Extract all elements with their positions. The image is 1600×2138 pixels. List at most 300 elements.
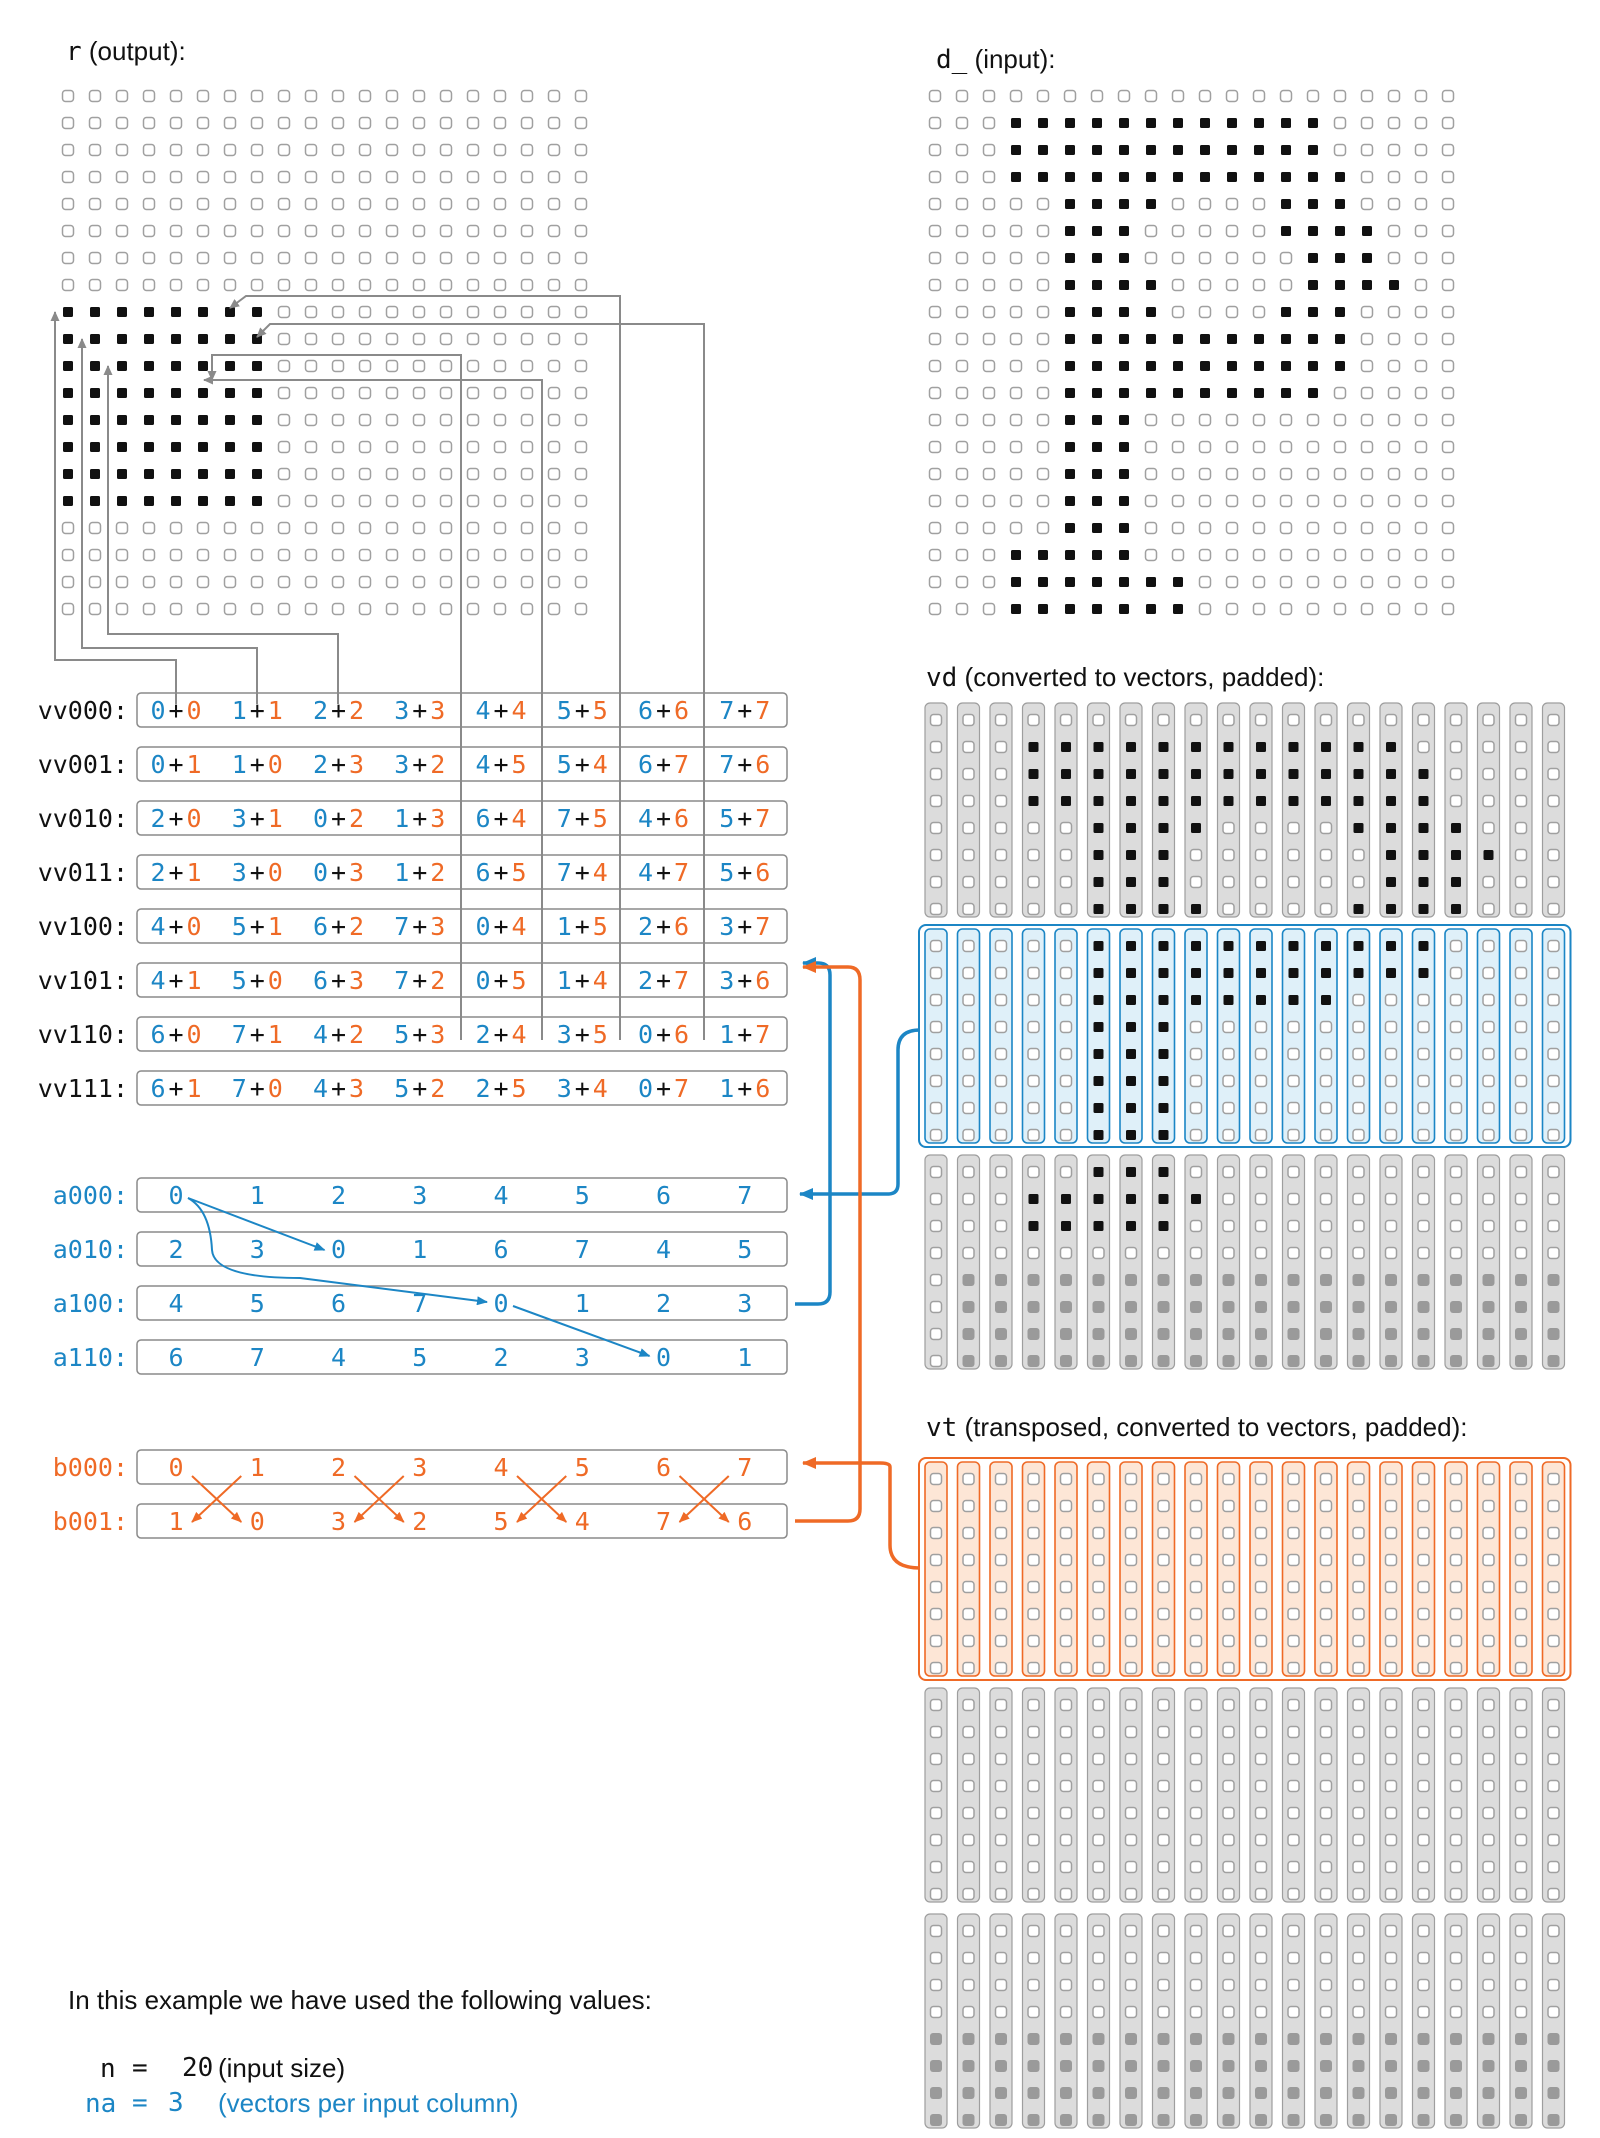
- padding-cell: [1255, 1328, 1267, 1340]
- d-name: d_: [936, 45, 968, 75]
- empty-cell: [1516, 1781, 1527, 1792]
- padding-cell: [1028, 2060, 1040, 2072]
- empty-cell: [1223, 1781, 1234, 1792]
- empty-cell: [1483, 995, 1494, 1006]
- empty-cell: [576, 442, 587, 453]
- blue-arrow-to-vv101: [795, 963, 830, 1304]
- filled-cell: [1094, 796, 1104, 806]
- empty-cell: [522, 442, 533, 453]
- empty-cell: [1173, 523, 1184, 534]
- empty-cell: [360, 523, 371, 534]
- empty-cell: [996, 1781, 1007, 1792]
- b-value: 1: [249, 1453, 265, 1482]
- filled-cell: [1224, 968, 1234, 978]
- empty-cell: [144, 172, 155, 183]
- padding-cell: [1450, 1274, 1462, 1286]
- filled-cell: [1092, 226, 1102, 236]
- empty-cell: [1288, 1582, 1299, 1593]
- empty-cell: [1516, 1221, 1527, 1232]
- empty-cell: [1516, 1862, 1527, 1873]
- empty-cell: [931, 823, 942, 834]
- empty-cell: [1061, 1808, 1072, 1819]
- vv-b-value: 4: [511, 912, 527, 941]
- empty-cell: [549, 442, 560, 453]
- b-row-label: b001:: [52, 1507, 128, 1536]
- empty-cell: [1191, 1808, 1202, 1819]
- empty-cell: [996, 1754, 1007, 1765]
- empty-cell: [1451, 1022, 1462, 1033]
- empty-cell: [1223, 877, 1234, 888]
- empty-cell: [1281, 523, 1292, 534]
- padding-cell: [1548, 1355, 1560, 1367]
- empty-cell: [963, 1167, 974, 1178]
- empty-cell: [1173, 550, 1184, 561]
- empty-cell: [1443, 415, 1454, 426]
- padding-cell: [1093, 1274, 1105, 1286]
- empty-cell: [1288, 1953, 1299, 1964]
- filled-cell: [171, 307, 181, 317]
- empty-cell: [1281, 496, 1292, 507]
- filled-cell: [1159, 1076, 1169, 1086]
- filled-cell: [1191, 1194, 1201, 1204]
- filled-cell: [1321, 995, 1331, 1005]
- filled-cell: [117, 442, 127, 452]
- empty-cell: [1223, 1636, 1234, 1647]
- empty-cell: [1200, 226, 1211, 237]
- empty-cell: [1321, 1609, 1332, 1620]
- empty-cell: [996, 2007, 1007, 2018]
- empty-cell: [1451, 968, 1462, 979]
- filled-cell: [1119, 469, 1129, 479]
- padding-cell: [963, 1328, 975, 1340]
- empty-cell: [1308, 550, 1319, 561]
- empty-cell: [1443, 523, 1454, 534]
- vv-plus: +: [655, 804, 672, 833]
- padding-cell: [1483, 1328, 1495, 1340]
- empty-cell: [996, 796, 1007, 807]
- padding-cell: [1158, 2114, 1170, 2126]
- empty-cell: [1418, 1727, 1429, 1738]
- empty-cell: [1288, 1049, 1299, 1060]
- filled-cell: [1321, 941, 1331, 951]
- empty-cell: [1028, 1248, 1039, 1259]
- empty-cell: [279, 496, 290, 507]
- empty-cell: [1191, 1167, 1202, 1178]
- padding-cell: [963, 1355, 975, 1367]
- empty-cell: [963, 1636, 974, 1647]
- empty-cell: [930, 577, 941, 588]
- filled-cell: [1126, 1221, 1136, 1231]
- empty-cell: [930, 280, 941, 291]
- empty-cell: [225, 523, 236, 534]
- vv-b-value: 0: [267, 1074, 283, 1103]
- filled-cell: [1451, 823, 1461, 833]
- a-value: 7: [574, 1235, 590, 1264]
- filled-cell: [1281, 334, 1291, 344]
- empty-cell: [1200, 523, 1211, 534]
- empty-cell: [1158, 1609, 1169, 1620]
- vv-plus: +: [412, 750, 428, 779]
- filled-cell: [1065, 145, 1075, 155]
- empty-cell: [522, 361, 533, 372]
- empty-cell: [1451, 1808, 1462, 1819]
- filled-cell: [1126, 1103, 1136, 1113]
- empty-cell: [963, 1076, 974, 1087]
- empty-cell: [468, 118, 479, 129]
- empty-cell: [1028, 1076, 1039, 1087]
- empty-cell: [1516, 1076, 1527, 1087]
- empty-cell: [1028, 1636, 1039, 1647]
- empty-cell: [996, 1609, 1007, 1620]
- empty-cell: [1386, 1167, 1397, 1178]
- padding-cell: [1450, 1355, 1462, 1367]
- empty-cell: [279, 604, 290, 615]
- padding-cell: [1320, 1328, 1332, 1340]
- empty-cell: [333, 496, 344, 507]
- empty-cell: [931, 1663, 942, 1674]
- empty-cell: [1028, 1835, 1039, 1846]
- empty-cell: [1126, 1555, 1137, 1566]
- empty-cell: [1516, 904, 1527, 915]
- filled-cell: [1146, 145, 1156, 155]
- empty-cell: [1386, 1103, 1397, 1114]
- filled-cell: [1362, 226, 1372, 236]
- filled-cell: [1308, 172, 1318, 182]
- empty-cell: [1321, 2007, 1332, 2018]
- empty-cell: [90, 280, 101, 291]
- empty-cell: [1353, 1781, 1364, 1792]
- vv-plus: +: [737, 912, 753, 941]
- vv-b-value: 0: [267, 750, 283, 779]
- vv-a-value: 6: [637, 750, 654, 779]
- filled-cell: [1200, 361, 1210, 371]
- empty-cell: [1443, 253, 1454, 264]
- empty-cell: [252, 550, 263, 561]
- empty-cell: [984, 577, 995, 588]
- filled-cell: [1011, 145, 1021, 155]
- empty-cell: [1451, 1700, 1462, 1711]
- empty-cell: [1548, 877, 1559, 888]
- filled-cell: [1159, 769, 1169, 779]
- empty-cell: [1443, 577, 1454, 588]
- empty-cell: [1548, 1582, 1559, 1593]
- empty-cell: [1093, 1248, 1104, 1259]
- empty-cell: [1256, 904, 1267, 915]
- vv-plus: +: [574, 1074, 590, 1103]
- empty-cell: [1389, 442, 1400, 453]
- filled-cell: [1419, 968, 1429, 978]
- vv-a-value: 4: [637, 858, 654, 887]
- vv-b-value: 1: [186, 858, 202, 887]
- empty-cell: [360, 280, 371, 291]
- empty-cell: [495, 577, 506, 588]
- padding-cell: [995, 2033, 1007, 2045]
- empty-cell: [1516, 1609, 1527, 1620]
- empty-cell: [996, 1248, 1007, 1259]
- empty-cell: [1386, 1555, 1397, 1566]
- empty-cell: [1451, 1980, 1462, 1991]
- filled-cell: [1191, 823, 1201, 833]
- empty-cell: [1223, 1700, 1234, 1711]
- empty-cell: [1335, 415, 1346, 426]
- vv-b-value: 7: [673, 1074, 690, 1103]
- empty-cell: [387, 577, 398, 588]
- filled-cell: [1094, 1167, 1104, 1177]
- empty-cell: [1223, 1103, 1234, 1114]
- padding-cell: [1158, 1355, 1170, 1367]
- empty-cell: [1281, 604, 1292, 615]
- filled-cell: [1386, 796, 1396, 806]
- filled-cell: [1191, 995, 1201, 1005]
- filled-cell: [198, 388, 208, 398]
- empty-cell: [1416, 226, 1427, 237]
- filled-cell: [1227, 334, 1237, 344]
- filled-cell: [1308, 361, 1318, 371]
- filled-cell: [1119, 361, 1129, 371]
- padding-cell: [1353, 1355, 1365, 1367]
- empty-cell: [279, 91, 290, 102]
- empty-cell: [333, 334, 344, 345]
- empty-cell: [387, 172, 398, 183]
- empty-cell: [1418, 1926, 1429, 1937]
- empty-cell: [333, 388, 344, 399]
- empty-cell: [576, 550, 587, 561]
- empty-cell: [996, 1953, 1007, 1964]
- empty-cell: [1028, 1130, 1039, 1141]
- vv-plus: +: [330, 966, 347, 995]
- empty-cell: [1548, 1474, 1559, 1485]
- empty-cell: [996, 1862, 1007, 1873]
- empty-cell: [1451, 1835, 1462, 1846]
- empty-cell: [1256, 1501, 1267, 1512]
- empty-cell: [1254, 550, 1265, 561]
- empty-cell: [495, 334, 506, 345]
- filled-cell: [1092, 145, 1102, 155]
- empty-cell: [1191, 1835, 1202, 1846]
- empty-cell: [1061, 1076, 1072, 1087]
- vv-a-value: 2: [637, 912, 654, 941]
- empty-cell: [1548, 1221, 1559, 1232]
- padding-cell: [1353, 2087, 1365, 2099]
- filled-cell: [1386, 850, 1396, 860]
- empty-cell: [441, 442, 452, 453]
- filled-cell: [1321, 968, 1331, 978]
- empty-cell: [522, 496, 533, 507]
- empty-cell: [90, 199, 101, 210]
- empty-cell: [1386, 715, 1397, 726]
- empty-cell: [1362, 145, 1373, 156]
- empty-cell: [1223, 1889, 1234, 1900]
- empty-cell: [1011, 388, 1022, 399]
- empty-cell: [1548, 968, 1559, 979]
- vv-b-value: 4: [592, 1074, 608, 1103]
- empty-cell: [306, 415, 317, 426]
- filled-cell: [1038, 577, 1048, 587]
- vv-plus: +: [330, 696, 347, 725]
- empty-cell: [1288, 1103, 1299, 1114]
- r-output-grid: [63, 91, 587, 615]
- empty-cell: [279, 523, 290, 534]
- empty-cell: [931, 1356, 942, 1367]
- filled-cell: [1159, 995, 1169, 1005]
- empty-cell: [996, 1167, 1007, 1178]
- a-value: 4: [168, 1289, 184, 1318]
- empty-cell: [1418, 1049, 1429, 1060]
- filled-cell: [1065, 172, 1075, 182]
- empty-cell: [957, 199, 968, 210]
- empty-cell: [1483, 2007, 1494, 2018]
- n-value: 20: [182, 2053, 214, 2083]
- empty-cell: [1191, 1754, 1202, 1765]
- empty-cell: [1451, 1049, 1462, 1060]
- a-value: 4: [493, 1181, 509, 1210]
- empty-cell: [1038, 388, 1049, 399]
- empty-cell: [931, 1582, 942, 1593]
- empty-cell: [1256, 1555, 1267, 1566]
- vv-row-label: vv110:: [37, 1020, 128, 1049]
- filled-cell: [1227, 145, 1237, 155]
- empty-cell: [957, 145, 968, 156]
- empty-cell: [996, 877, 1007, 888]
- filled-cell: [1094, 823, 1104, 833]
- empty-cell: [1353, 1582, 1364, 1593]
- vv-b-value: 1: [267, 804, 283, 833]
- empty-cell: [279, 172, 290, 183]
- empty-cell: [1451, 1076, 1462, 1087]
- vv-b-value: 5: [511, 858, 527, 887]
- empty-cell: [931, 1130, 942, 1141]
- empty-cell: [1011, 469, 1022, 480]
- empty-cell: [1223, 1754, 1234, 1765]
- empty-cell: [930, 442, 941, 453]
- vv-b-value: 2: [430, 1074, 446, 1103]
- empty-cell: [522, 172, 533, 183]
- padding-cell: [1320, 1355, 1332, 1367]
- empty-cell: [1483, 1474, 1494, 1485]
- empty-cell: [171, 253, 182, 264]
- vv-b-value: 4: [592, 966, 608, 995]
- empty-cell: [441, 118, 452, 129]
- filled-cell: [1451, 850, 1461, 860]
- vv-b-value: 6: [673, 912, 690, 941]
- filled-cell: [1308, 118, 1318, 128]
- vv-a-value: 4: [150, 966, 166, 995]
- empty-cell: [1353, 850, 1364, 861]
- empty-cell: [1227, 226, 1238, 237]
- filled-cell: [225, 442, 235, 452]
- empty-cell: [144, 577, 155, 588]
- empty-cell: [930, 361, 941, 372]
- vv-b-value: 3: [348, 966, 365, 995]
- empty-cell: [931, 1167, 942, 1178]
- empty-cell: [1028, 715, 1039, 726]
- empty-cell: [1516, 715, 1527, 726]
- empty-cell: [387, 523, 398, 534]
- empty-cell: [984, 415, 995, 426]
- empty-cell: [1353, 1528, 1364, 1539]
- filled-cell: [1173, 334, 1183, 344]
- empty-cell: [1451, 1501, 1462, 1512]
- b-row-label: b000:: [52, 1453, 128, 1482]
- filled-cell: [1362, 253, 1372, 263]
- padding-cell: [1255, 2033, 1267, 2045]
- empty-cell: [1386, 1835, 1397, 1846]
- padding-cell: [1028, 1355, 1040, 1367]
- filled-cell: [1159, 742, 1169, 752]
- empty-cell: [144, 523, 155, 534]
- a-value: 2: [330, 1181, 347, 1210]
- grey-arrow: [108, 366, 338, 704]
- padding-cell: [1548, 1301, 1560, 1313]
- empty-cell: [1418, 1700, 1429, 1711]
- empty-cell: [1516, 1980, 1527, 1991]
- empty-cell: [1227, 550, 1238, 561]
- empty-cell: [1483, 1022, 1494, 1033]
- empty-cell: [576, 118, 587, 129]
- empty-cell: [930, 388, 941, 399]
- empty-cell: [1227, 415, 1238, 426]
- empty-cell: [468, 145, 479, 156]
- padding-cell: [1190, 1328, 1202, 1340]
- filled-cell: [198, 442, 208, 452]
- filled-cell: [1362, 280, 1372, 290]
- filled-cell: [1200, 145, 1210, 155]
- empty-cell: [306, 199, 317, 210]
- vv-b-value: 1: [186, 750, 202, 779]
- empty-cell: [1256, 877, 1267, 888]
- padding-cell: [1190, 2114, 1202, 2126]
- vv-a-value: 6: [475, 804, 491, 833]
- empty-cell: [1061, 1248, 1072, 1259]
- empty-cell: [1321, 1555, 1332, 1566]
- vv-plus: +: [249, 804, 265, 833]
- empty-cell: [1516, 1808, 1527, 1819]
- filled-cell: [1092, 388, 1102, 398]
- empty-cell: [1416, 145, 1427, 156]
- empty-cell: [333, 91, 344, 102]
- empty-cell: [1191, 1049, 1202, 1060]
- padding-cell: [1515, 2033, 1527, 2045]
- empty-cell: [1451, 1663, 1462, 1674]
- filled-cell: [1092, 334, 1102, 344]
- empty-cell: [1362, 442, 1373, 453]
- empty-cell: [1223, 1808, 1234, 1819]
- empty-cell: [1362, 334, 1373, 345]
- padding-cell: [1190, 1355, 1202, 1367]
- empty-cell: [1200, 469, 1211, 480]
- empty-cell: [306, 91, 317, 102]
- filled-cell: [1011, 172, 1021, 182]
- empty-cell: [996, 1076, 1007, 1087]
- empty-cell: [1321, 1889, 1332, 1900]
- empty-cell: [1158, 1980, 1169, 1991]
- padding-cell: [1125, 1274, 1137, 1286]
- padding-cell: [1320, 2033, 1332, 2045]
- empty-cell: [931, 1926, 942, 1937]
- empty-cell: [387, 280, 398, 291]
- empty-cell: [1416, 388, 1427, 399]
- empty-cell: [1418, 1194, 1429, 1205]
- filled-cell: [144, 361, 154, 371]
- filled-cell: [1419, 796, 1429, 806]
- empty-cell: [1191, 1103, 1202, 1114]
- empty-cell: [171, 523, 182, 534]
- empty-cell: [1256, 1727, 1267, 1738]
- vv-plus: +: [737, 804, 753, 833]
- empty-cell: [1061, 941, 1072, 952]
- empty-cell: [931, 1609, 942, 1620]
- empty-cell: [1321, 1926, 1332, 1937]
